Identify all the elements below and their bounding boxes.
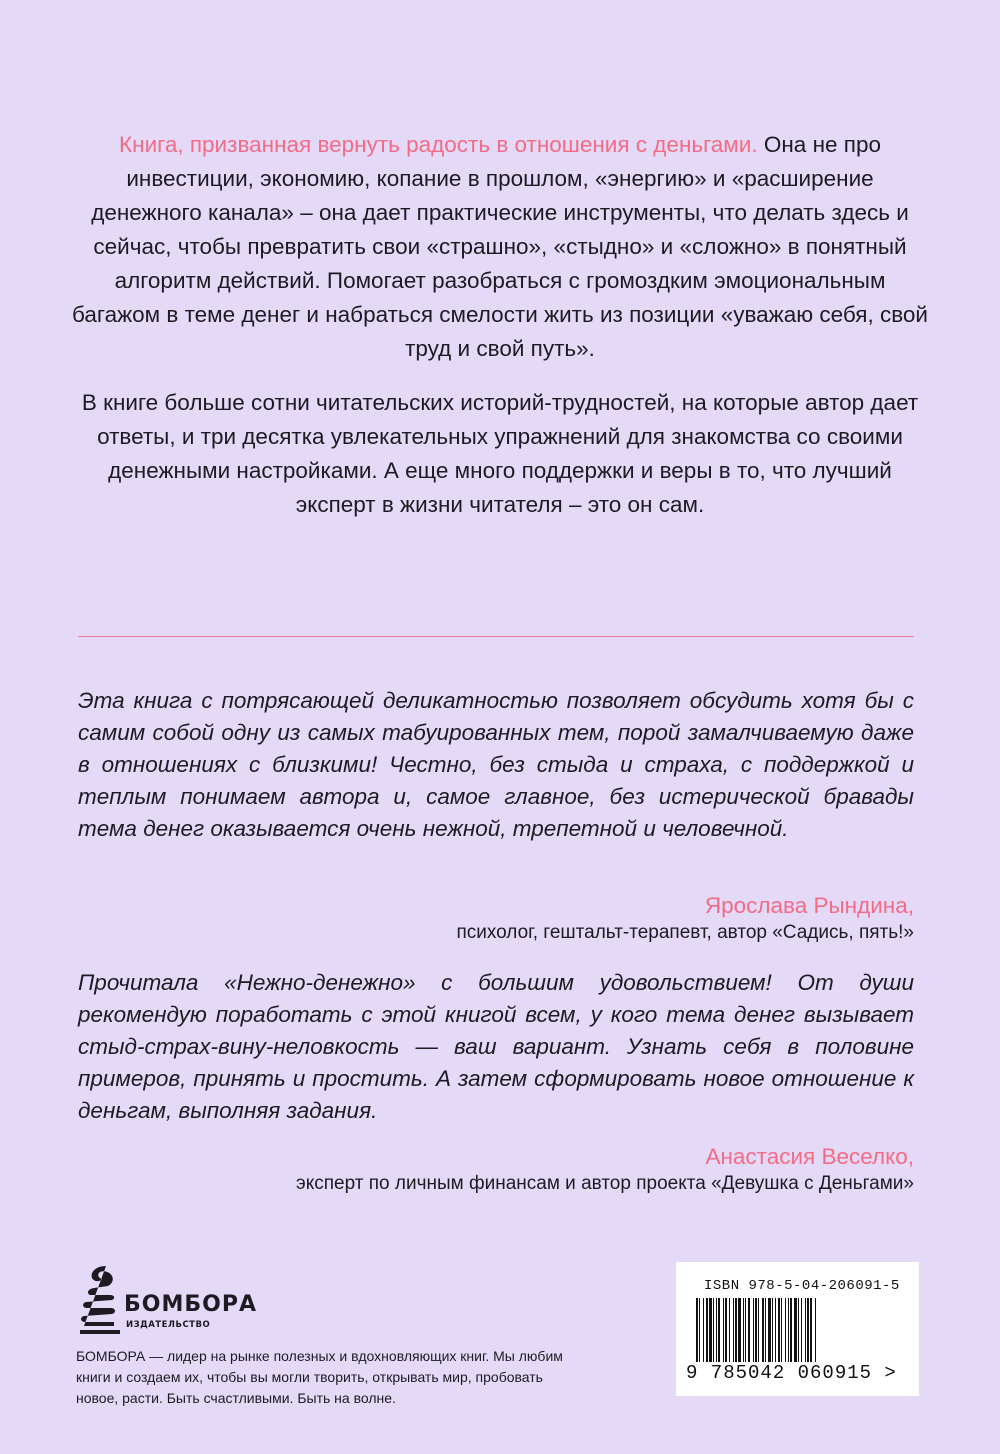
isbn-label: ISBN 978-5-04-206091-5: [704, 1278, 900, 1294]
barcode-bar: [781, 1298, 782, 1370]
review-author-name-2: Анастасия Веселко,: [705, 1144, 914, 1169]
barcode-bar: [716, 1298, 717, 1370]
barcode-bar: [775, 1298, 776, 1370]
barcode-bar: [743, 1298, 744, 1370]
description-paragraph-1: [70, 128, 930, 366]
publisher-logo: [76, 1262, 276, 1342]
barcode-digits: 9 785042 060915 >: [686, 1362, 897, 1384]
publisher-logo-name: БОМБОРА: [124, 1292, 257, 1317]
barcode-bar: [778, 1298, 780, 1370]
barcode-bar: [709, 1298, 712, 1370]
barcode-bar: [713, 1298, 714, 1370]
description-lead: Книга, призванная вернуть радость в отношения с деньгами.: [119, 132, 758, 157]
barcode-bar: [801, 1298, 802, 1370]
book-description: [70, 128, 930, 522]
barcode-block: [676, 1262, 919, 1396]
barcode-bar: [699, 1298, 700, 1370]
barcode-bar: [706, 1298, 708, 1370]
description-body: Она не про инвестиции, экономию, копание в прошлом, «энергию» и «расширение денежного канала» – она дает практические инструменты, что делать здесь и сейчас, чтобы превратить свои «страшно», «стыдно» и «сложно» в понятный алгоритм действий. Помогает разобраться с громоздким эмоциональным багажом в теме денег и набраться смелости жить из позиции «уважаю себя, свой труд и свой путь».: [71, 132, 928, 361]
barcode: [692, 1298, 902, 1370]
barcode-bar: [718, 1298, 720, 1370]
review-quote-2: Прочитала «Нежно-денежно» с большим удовольствием! От души рекомендую поработать с этой книгой всем, у кого тема денег вызывает стыд-страх-вину-неловкость — ваш вариант. Узнать себя в половине примеров, принять и простить. А затем сформировать новое отношение к деньгам, выполняя задания.: [78, 970, 914, 1123]
barcode-bar: [725, 1298, 727, 1370]
review-quote-1: Эта книга с потрясающей деликатностью позволяет обсудить хотя бы с самим собой одну из самых табуированных тем, порой замалчиваемую даже в отношениях с близкими! Честно, без стыда и страха, с поддержкой и теплым понимаем автора и, самое главное, без истерической бравады тема денег оказывается очень нежной, трепетной и человечной.: [78, 688, 914, 841]
barcode-bar: [758, 1298, 759, 1370]
publisher-logo-subtitle: ИЗДАТЕЛЬСТВО: [126, 1320, 211, 1330]
barcode-bar: [703, 1298, 704, 1370]
barcode-bar: [738, 1298, 741, 1370]
barcode-bar: [753, 1298, 754, 1370]
barcode-bar: [735, 1298, 737, 1370]
bombora-wave-icon: [76, 1262, 124, 1342]
publisher-about: БОМБОРА — лидер на рынке полезных и вдохновляющих книг. Мы любим книги и создаем их, чтобы вы могли творить, открывать мир, пробовать новое, расти. Быть счастливыми. Быть на волне.: [76, 1348, 563, 1406]
barcode-bar: [798, 1298, 799, 1370]
barcode-bar: [762, 1298, 764, 1370]
review-author-role-2: эксперт по личным финансам и автор проекта «Девушка с Деньгами»: [296, 1173, 914, 1194]
review-author-1: [456, 892, 914, 946]
review-author-role-1: психолог, гештальт-терапевт, автор «Садись, пять!»: [456, 922, 914, 943]
barcode-bar: [785, 1298, 786, 1370]
barcode-bar: [733, 1298, 734, 1370]
review-author-2: [296, 1143, 914, 1197]
barcode-bar: [772, 1298, 773, 1370]
barcode-bar: [768, 1298, 771, 1370]
barcode-bar: [790, 1298, 792, 1370]
barcode-bar: [755, 1298, 757, 1370]
barcode-bar: [810, 1298, 812, 1370]
barcode-bar: [748, 1298, 750, 1370]
barcode-bar: [807, 1298, 809, 1370]
barcode-bar: [788, 1298, 789, 1370]
barcode-bar: [765, 1298, 766, 1370]
section-divider: [78, 636, 914, 637]
barcode-bar: [729, 1298, 730, 1370]
barcode-bar: [805, 1298, 806, 1370]
barcode-bar: [723, 1298, 724, 1370]
barcode-bar: [794, 1298, 797, 1370]
review-author-name-1: Ярослава Рындина,: [704, 893, 914, 918]
barcode-bar: [815, 1298, 816, 1370]
barcode-bar: [745, 1298, 746, 1370]
description-paragraph-2: В книге больше сотни читательских историй-трудностей, на которые автор дает ответы, и три десятка увлекательных упражнений для знакомства со своими денежными настройками. А еще много поддержки и веры в то, что лучший эксперт в жизни читателя – это он сам.: [81, 390, 919, 517]
barcode-bar: [696, 1298, 698, 1370]
